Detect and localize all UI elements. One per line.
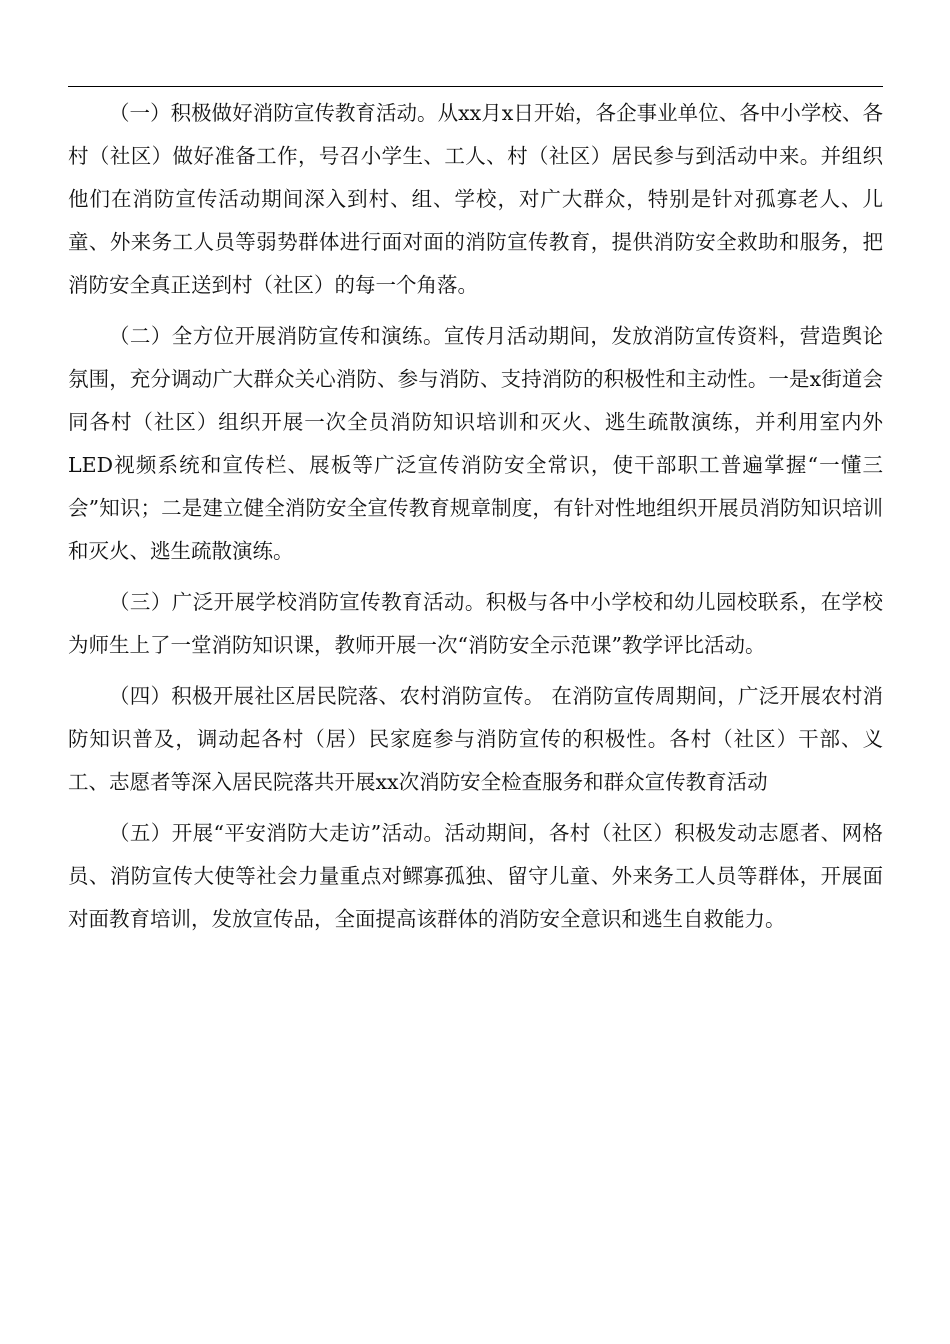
paragraph-1: （一）积极做好消防宣传教育活动。从xx月x日开始，各企事业单位、各中小学校、各村（社区）做好准备工作，号召小学生、工人、村（社区）居民参与到活动中来。并组织他们在消防宣传活动期间深入到村、组、学校，对广大群众，特别是针对孤寡老人、儿童、外来务工人员等弱势群体进行面对面的消防宣传教育，提供消防安全救助和服务，把消防安全真正送到村（社区）的每一个角落。 bbox=[68, 101, 883, 297]
paragraph-3: （三）广泛开展学校消防宣传教育活动。积极与各中小学校和幼儿园校联系，在学校为师生上了一堂消防知识课，教师开展一次“消防安全示范课”教学评比活动。 bbox=[68, 590, 883, 657]
paragraph-4: （四）积极开展社区居民院落、农村消防宣传。 在消防宣传周期间，广泛开展农村消防知识普及，调动起各村（居）民家庭参与消防宣传的积极性。各村（社区）干部、义工、志愿者等深入居民院落共开展xx次消防安全检查服务和群众宣传教育活动 bbox=[68, 684, 883, 794]
paragraph-2: （二）全方位开展消防宣传和演练。宣传月活动期间，发放消防宣传资料，营造舆论氛围，充分调动广大群众关心消防、参与消防、支持消防的积极性和主动性。一是x街道会同各村（社区）组织开展一次全员消防知识培训和灭火、逃生疏散演练，并利用室内外LED视频系统和宣传栏、展板等广泛宣传消防安全常识，使干部职工普遍掌握“一懂三会”知识；二是建立健全消防安全宣传教育规章制度，有针对性地组织开展员消防知识培训和灭火、逃生疏散演练。 bbox=[68, 324, 883, 563]
header-rule bbox=[68, 86, 883, 87]
paragraph-5: （五）开展“平安消防大走访”活动。活动期间，各村（社区）积极发动志愿者、网格员、消防宣传大使等社会力量重点对鳏寡孤独、留守儿童、外来务工人员等群体，开展面对面教育培训，发放宣传品，全面提高该群体的消防安全意识和逃生自救能力。 bbox=[68, 821, 883, 931]
document-body bbox=[68, 92, 883, 941]
